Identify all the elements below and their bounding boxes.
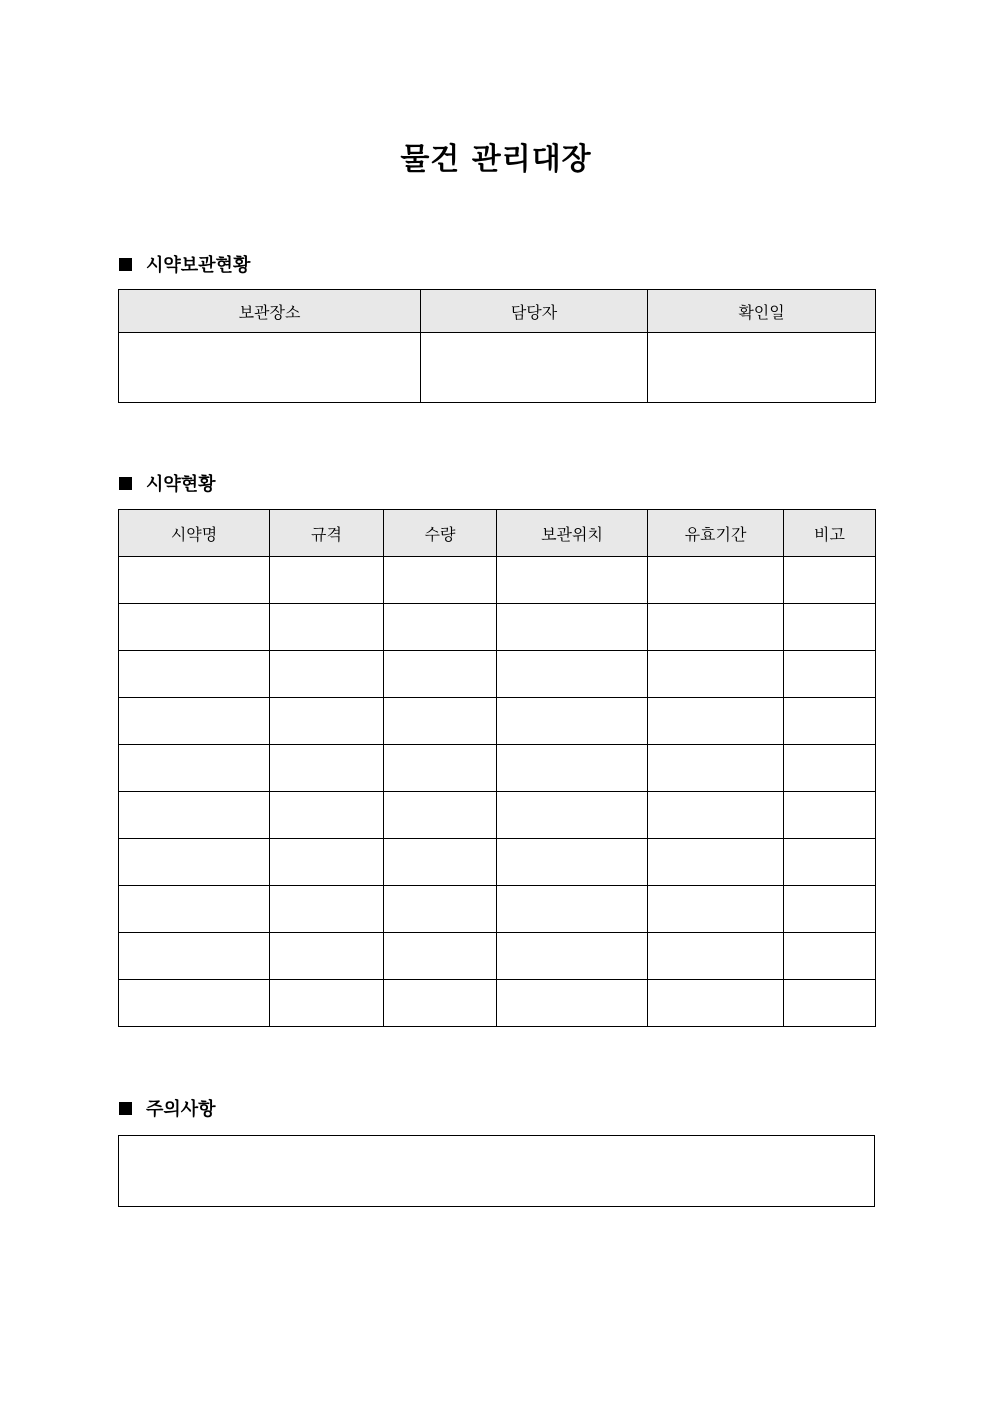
table-cell[interactable] <box>119 792 270 839</box>
column-header-manager: 담당자 <box>421 290 648 333</box>
column-header-storage-position: 보관위치 <box>497 510 648 557</box>
table-cell[interactable] <box>384 980 497 1027</box>
table-cell[interactable] <box>119 651 270 698</box>
column-header-remarks: 비고 <box>784 510 876 557</box>
table-row <box>119 557 876 604</box>
document-title: 물건 관리대장 <box>400 142 592 177</box>
column-header-quantity: 수량 <box>384 510 497 557</box>
table-cell[interactable] <box>497 886 648 933</box>
table-cell[interactable] <box>648 604 784 651</box>
table-row <box>119 839 876 886</box>
table-cell[interactable] <box>784 886 876 933</box>
table-cell[interactable] <box>119 557 270 604</box>
table-cell[interactable] <box>384 698 497 745</box>
table-row <box>119 792 876 839</box>
column-header-storage-location: 보관장소 <box>119 290 421 333</box>
table-cell[interactable] <box>119 933 270 980</box>
table-cell[interactable] <box>270 792 384 839</box>
section-heading-label: 시약현황 <box>146 474 216 495</box>
table-cell[interactable] <box>270 933 384 980</box>
table-cell[interactable] <box>119 745 270 792</box>
table-cell[interactable] <box>648 557 784 604</box>
table-row <box>119 886 876 933</box>
square-bullet-icon <box>119 1102 132 1115</box>
table-cell[interactable] <box>784 980 876 1027</box>
table-cell[interactable] <box>119 604 270 651</box>
table-row <box>119 604 876 651</box>
table-cell[interactable] <box>384 604 497 651</box>
reagent-table <box>118 509 876 1027</box>
table-cell[interactable] <box>497 933 648 980</box>
table-cell[interactable] <box>497 745 648 792</box>
table-cell[interactable] <box>384 792 497 839</box>
notes-box[interactable] <box>118 1135 875 1207</box>
table-cell[interactable] <box>497 557 648 604</box>
table-cell[interactable] <box>784 745 876 792</box>
table-cell[interactable] <box>648 886 784 933</box>
square-bullet-icon <box>119 477 132 490</box>
table-cell[interactable] <box>384 933 497 980</box>
table-cell[interactable] <box>497 698 648 745</box>
table-cell[interactable] <box>648 745 784 792</box>
table-row <box>119 933 876 980</box>
table-cell[interactable] <box>119 333 421 403</box>
table-cell[interactable] <box>119 698 270 745</box>
table-cell[interactable] <box>119 886 270 933</box>
table-header-row <box>119 510 876 557</box>
table-row <box>119 745 876 792</box>
table-cell[interactable] <box>648 839 784 886</box>
table-cell[interactable] <box>648 333 876 403</box>
square-bullet-icon <box>119 258 132 271</box>
table-cell[interactable] <box>648 698 784 745</box>
table-cell[interactable] <box>784 698 876 745</box>
table-cell[interactable] <box>421 333 648 403</box>
table-row <box>119 980 876 1027</box>
table-cell[interactable] <box>270 839 384 886</box>
table-cell[interactable] <box>497 604 648 651</box>
table-cell[interactable] <box>384 839 497 886</box>
table-cell[interactable] <box>384 745 497 792</box>
table-cell[interactable] <box>270 886 384 933</box>
column-header-check-date: 확인일 <box>648 290 876 333</box>
table-cell[interactable] <box>648 980 784 1027</box>
table-cell[interactable] <box>270 980 384 1027</box>
table-cell[interactable] <box>119 839 270 886</box>
table-row <box>119 698 876 745</box>
table-row <box>119 333 876 403</box>
table-cell[interactable] <box>497 792 648 839</box>
section-heading-storage <box>119 252 250 276</box>
column-header-expiry-period: 유효기간 <box>648 510 784 557</box>
table-cell[interactable] <box>497 980 648 1027</box>
table-cell[interactable] <box>497 839 648 886</box>
table-cell[interactable] <box>270 651 384 698</box>
table-cell[interactable] <box>784 933 876 980</box>
table-cell[interactable] <box>497 651 648 698</box>
section-heading-label: 시약보관현황 <box>146 255 251 276</box>
table-cell[interactable] <box>648 651 784 698</box>
table-cell[interactable] <box>648 792 784 839</box>
section-heading-notes <box>119 1096 216 1120</box>
table-cell[interactable] <box>384 886 497 933</box>
column-header-reagent-name: 시약명 <box>119 510 270 557</box>
table-cell[interactable] <box>784 557 876 604</box>
reagent-table-body <box>119 557 876 1027</box>
table-cell[interactable] <box>270 557 384 604</box>
table-cell[interactable] <box>784 792 876 839</box>
table-cell[interactable] <box>270 604 384 651</box>
table-cell[interactable] <box>784 839 876 886</box>
table-cell[interactable] <box>270 745 384 792</box>
table-cell[interactable] <box>784 604 876 651</box>
table-cell[interactable] <box>784 651 876 698</box>
table-row <box>119 651 876 698</box>
section-heading-label: 주의사항 <box>146 1099 216 1120</box>
table-cell[interactable] <box>648 933 784 980</box>
table-cell[interactable] <box>119 980 270 1027</box>
section-heading-reagents <box>119 471 216 495</box>
table-header-row <box>119 290 876 333</box>
table-cell[interactable] <box>270 698 384 745</box>
column-header-specification: 규격 <box>270 510 384 557</box>
storage-table <box>118 289 876 403</box>
table-cell[interactable] <box>384 651 497 698</box>
table-cell[interactable] <box>384 557 497 604</box>
